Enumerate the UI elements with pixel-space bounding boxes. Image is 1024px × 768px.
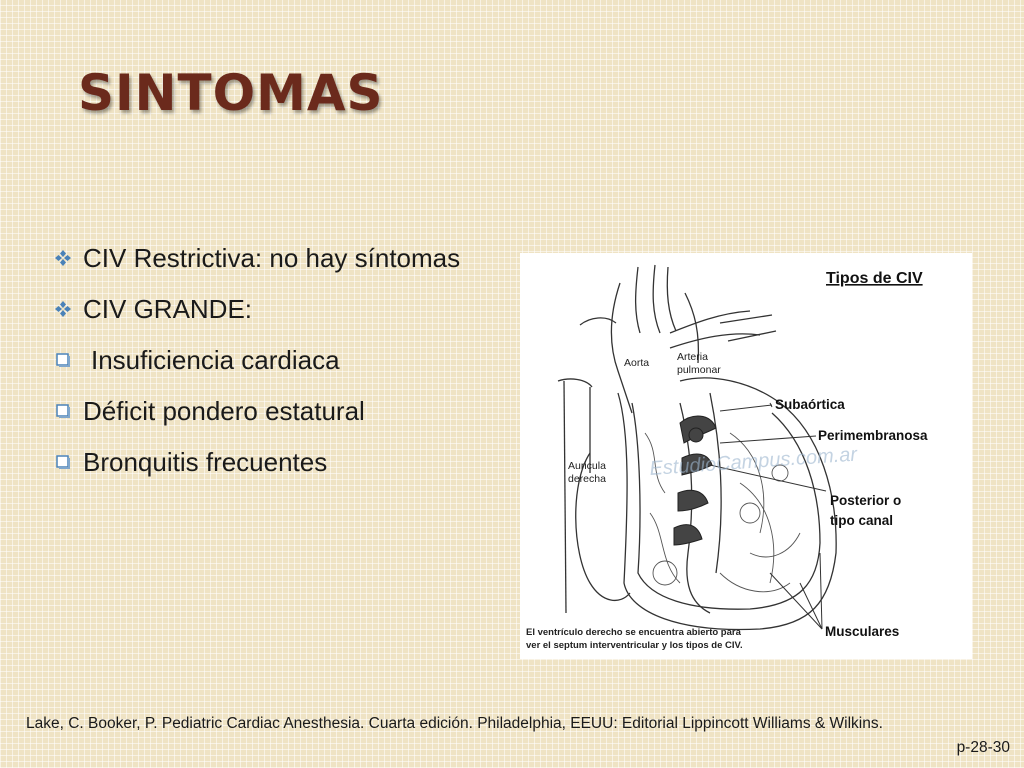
figure-caption-line2: ver el septum interventricular y los tipos de CIV. bbox=[526, 640, 743, 651]
checkbox-bullet-icon bbox=[52, 391, 74, 431]
page-reference: p-28-30 bbox=[956, 739, 1010, 756]
watermark: EstudioCampus.com.ar bbox=[648, 443, 858, 480]
bullet-text: Bronquitis frecuentes bbox=[83, 447, 328, 477]
bullet-text: Déficit pondero estatural bbox=[83, 396, 365, 426]
figure-title: Tipos de CIV bbox=[826, 270, 923, 287]
list-item bbox=[52, 238, 472, 278]
citation: Lake, C. Booker, P. Pediatric Cardiac Anesthesia. Cuarta edición. Philadelphia, EEUU: Editorial Lippincott Williams & Wilkins. bbox=[26, 715, 883, 732]
checkbox-bullet-icon bbox=[52, 340, 74, 380]
pulmonar-label: pulmonar bbox=[677, 364, 721, 376]
perimembranosa-label: Perimembranosa bbox=[818, 428, 928, 443]
arteria-label: Arteria bbox=[677, 351, 708, 363]
list-item bbox=[52, 289, 472, 329]
checkbox-bullet-icon bbox=[52, 442, 74, 482]
auricula-label: Auricula bbox=[568, 460, 606, 472]
aorta-label: Aorta bbox=[624, 357, 650, 369]
slide-title: SINTOMAS bbox=[78, 64, 384, 122]
heart-vsd-diagram bbox=[520, 253, 972, 659]
derecha-label: derecha bbox=[568, 473, 606, 485]
bullet-text: CIV Restrictiva: no hay síntomas bbox=[83, 243, 461, 273]
list-item bbox=[52, 340, 472, 380]
list-item bbox=[52, 442, 472, 482]
musculares-label: Musculares bbox=[825, 624, 900, 639]
bullet-text: CIV GRANDE: bbox=[83, 294, 253, 324]
subaortica-label: Subaórtica bbox=[775, 397, 845, 412]
figure-caption-line1: El ventrículo derecho se encuentra abierto para bbox=[526, 627, 741, 638]
posterior-label: Posterior o bbox=[830, 493, 902, 508]
diamond-bullet-icon bbox=[52, 289, 74, 329]
symptom-list bbox=[52, 238, 472, 493]
diamond-bullet-icon bbox=[52, 238, 74, 278]
list-item bbox=[52, 391, 472, 431]
tipo-canal-label: tipo canal bbox=[830, 513, 894, 528]
bullet-text: Insuficiencia cardiaca bbox=[91, 345, 340, 375]
